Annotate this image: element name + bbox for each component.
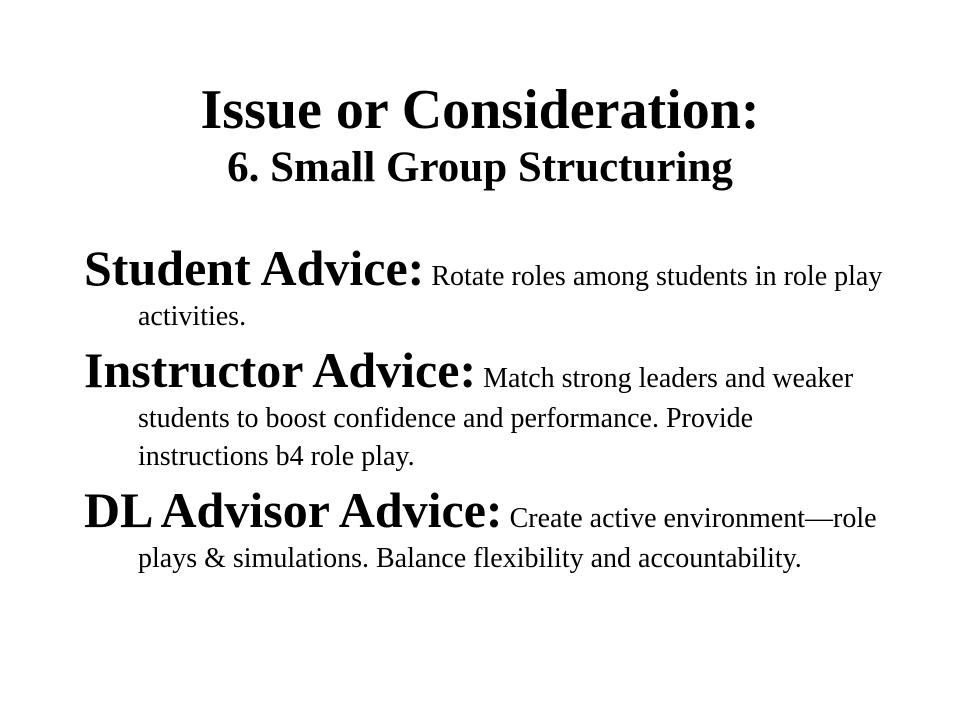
- student-advice-text: Rotate roles among students in role play activities.: [138, 261, 883, 332]
- instructor-advice-item: [84, 340, 884, 476]
- dl-advisor-advice-item: [84, 480, 884, 578]
- student-advice-label: Student Advice:: [84, 240, 425, 296]
- student-advice-item: [84, 238, 884, 336]
- dl-advisor-advice-label: DL Advisor Advice:: [84, 482, 503, 538]
- slide-subtitle: 6. Small Group Structuring: [227, 144, 733, 191]
- instructor-advice-text: Match strong leaders and weaker students to boost confidence and performance. Provide instructions b4 role play.: [138, 363, 854, 472]
- title-block: [0, 78, 960, 194]
- instructor-advice-label: Instructor Advice:: [84, 342, 477, 398]
- advice-list: [84, 238, 884, 582]
- dl-advisor-advice-text: Create active environment—role plays & simulations. Balance flexibility and accountability.: [138, 503, 877, 574]
- slide-title: Issue or Consideration:: [200, 79, 760, 141]
